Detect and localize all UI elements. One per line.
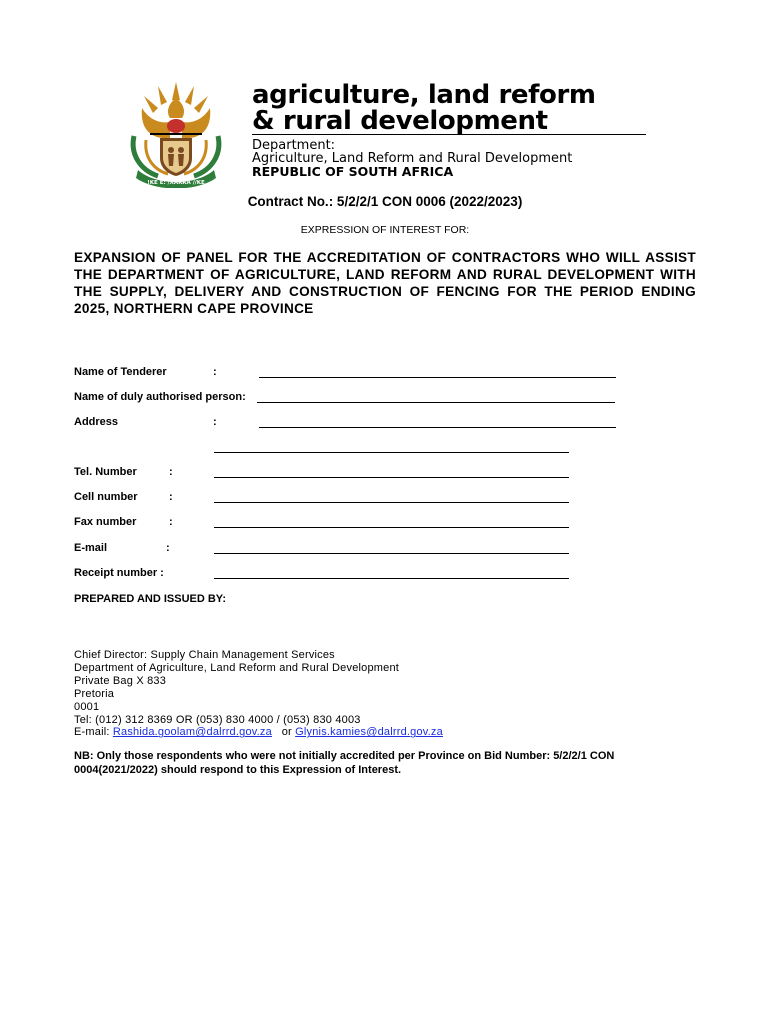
fax-colon: : — [169, 516, 173, 528]
cell-label: Cell number — [74, 491, 138, 503]
tel-colon: : — [169, 466, 173, 478]
address-colon: : — [213, 416, 217, 428]
coat-of-arms-logo — [120, 78, 232, 188]
fax-label: Fax number — [74, 516, 137, 528]
receipt-label: Receipt number : — [74, 567, 164, 579]
authorised-person-label: Name of duly authorised person: — [74, 391, 246, 403]
department-name: Agriculture, Land Reform and Rural Development — [252, 151, 573, 166]
email-colon: : — [166, 542, 170, 554]
email-label: E-mail — [74, 542, 108, 554]
tenderer-field[interactable] — [259, 377, 616, 378]
department-label: Department: — [252, 138, 336, 153]
nb-note: NB: Only those respondents who were not initially accredited per Province on Bid Number: 5/2/2/1 CON 0004(2021/2022) should respond to this Expression of Interest. — [74, 750, 615, 776]
receipt-field[interactable] — [214, 578, 569, 579]
address-field-line-2[interactable] — [214, 452, 569, 453]
tel-label: Tel. Number — [74, 466, 137, 478]
brand-line-1: agriculture, land reform — [252, 80, 596, 110]
contract-number: Contract No.: 5/2/2/1 CON 0006 (2022/2023) — [247, 194, 523, 209]
tel-field[interactable] — [214, 477, 569, 478]
address-line-3: Private Bag X 833 — [74, 674, 167, 687]
issuer-address — [74, 649, 443, 739]
email-link-glynis[interactable]: Glynis.kamies@dalrrd.gov.za — [295, 726, 443, 739]
address-label: Address — [74, 416, 119, 428]
tenderer-label: Name of Tenderer — [74, 366, 167, 378]
prepared-by-heading: PREPARED AND ISSUED BY: — [74, 593, 226, 605]
email-or: or — [271, 726, 296, 739]
address-line-5: 0001 — [74, 700, 100, 713]
address-field-line-1[interactable] — [259, 427, 616, 428]
address-tel: Tel: (012) 312 8369 OR (053) 830 4000 / (053) 830 4003 — [74, 713, 361, 726]
address-email-row — [74, 726, 443, 739]
address-line-1: Chief Director: Supply Chain Management Services — [74, 649, 335, 661]
eoi-label: EXPRESSION OF INTEREST FOR: — [300, 224, 470, 236]
brand-line-2: & rural development — [252, 106, 548, 136]
address-line-4: Pretoria — [74, 687, 115, 700]
email-prefix: E-mail: — [74, 726, 113, 739]
fax-field[interactable] — [214, 527, 569, 528]
address-line-2: Department of Agriculture, Land Reform and Rural Development — [74, 661, 400, 674]
email-link-rashida[interactable]: Rashida.goolam@dalrrd.gov.za — [112, 726, 272, 739]
country-name: REPUBLIC OF SOUTH AFRICA — [252, 164, 454, 179]
tenderer-colon: : — [213, 366, 217, 378]
email-field[interactable] — [214, 553, 569, 554]
authorised-person-field[interactable] — [257, 402, 615, 403]
header-divider — [252, 134, 646, 135]
crest-motto: !KE E: /XARRA //KE — [147, 180, 205, 186]
cell-field[interactable] — [214, 502, 569, 503]
cell-colon: : — [169, 491, 173, 503]
document-title: EXPANSION OF PANEL FOR THE ACCREDITATION OF CONTRACTORS WHO WILL ASSIST THE DEPARTMENT OF AGRICULTURE, LAND REFORM AND RURAL DEVELOPMENT WITH THE SUPPLY, DELIVERY AND CONSTRUCTION OF FENCING FOR THE PERIOD ENDING 2025, NORTHERN CAPE PROVINCE — [74, 250, 696, 316]
